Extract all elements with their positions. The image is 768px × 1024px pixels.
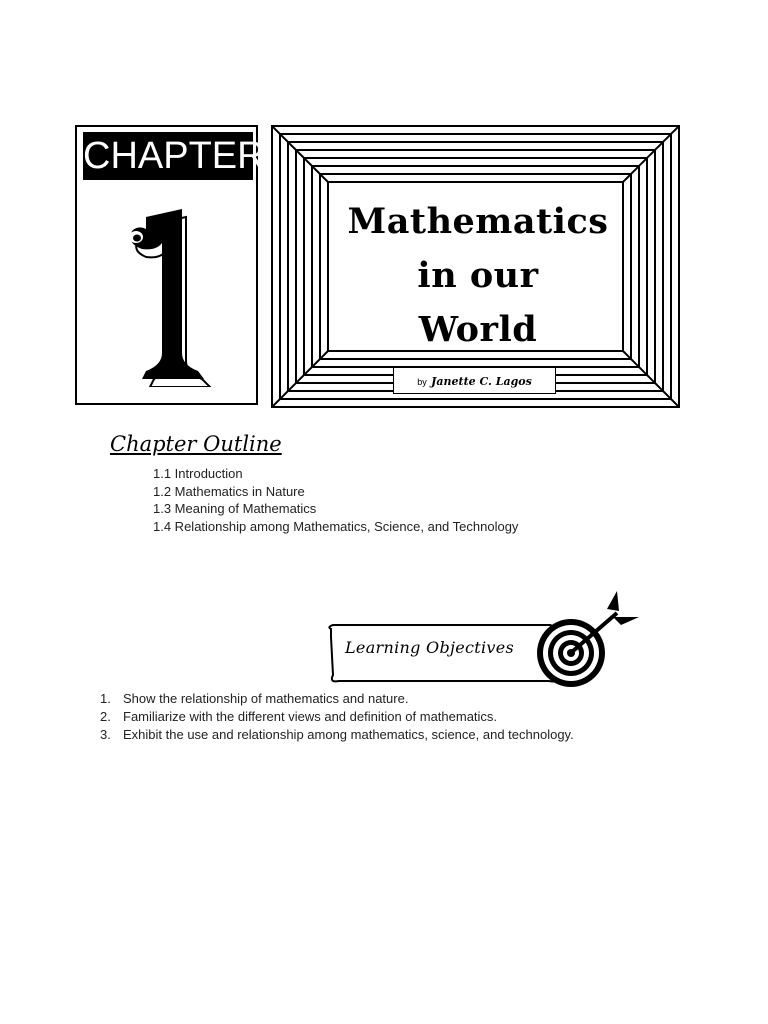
- objective-text: Show the relationship of mathematics and nature.: [123, 691, 409, 706]
- objectives-list: [100, 690, 574, 744]
- objective-item: [100, 690, 574, 708]
- chapter-number: [112, 207, 222, 387]
- outline-item: 1.2 Mathematics in Nature: [153, 483, 305, 499]
- objective-item: [100, 708, 574, 726]
- objective-text: Familiarize with the different views and definition of mathematics.: [123, 709, 498, 724]
- outline-item: 1.4 Relationship among Mathematics, Science, and Technology: [153, 518, 519, 534]
- objective-number: 2.: [100, 709, 111, 724]
- author-name: Janette C. Lagos: [431, 375, 532, 388]
- title-line-2: in our: [417, 255, 539, 296]
- chapter-label: CHAPTER: [83, 132, 253, 180]
- chapter-box: [75, 125, 265, 405]
- objectives-heading: Learning Objectives: [345, 638, 515, 657]
- outline-heading: Chapter Outline: [110, 432, 282, 456]
- objective-text: Exhibit the use and relationship among mathematics, science, and technology.: [123, 727, 574, 742]
- objective-number: 1.: [100, 691, 111, 706]
- byline-prefix: by: [417, 377, 427, 387]
- objective-item: [100, 726, 574, 744]
- chapter-title: [330, 195, 626, 357]
- byline: [393, 367, 556, 394]
- outline-item: 1.3 Meaning of Mathematics: [153, 501, 317, 516]
- objective-number: 3.: [100, 727, 111, 742]
- target-arrow-icon: [537, 591, 639, 687]
- title-line-1: Mathematics: [347, 201, 609, 242]
- outline-item: 1.1 Introduction: [153, 466, 243, 481]
- title-line-3: World: [418, 309, 538, 350]
- outline-list: [153, 465, 518, 535]
